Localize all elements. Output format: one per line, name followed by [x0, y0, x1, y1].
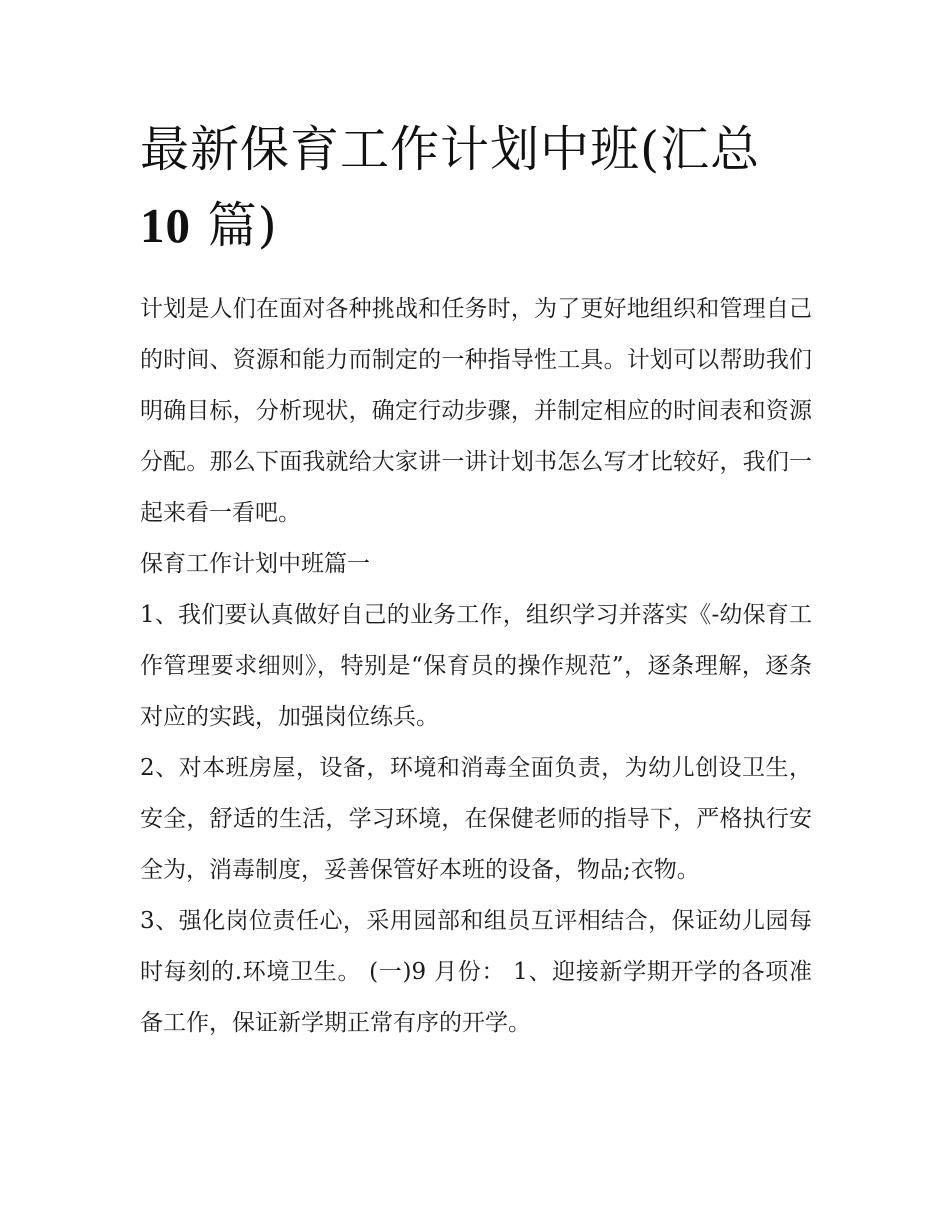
list-item: 3、强化岗位责任心，采用园部和组员互评相结合，保证幼儿园每时每刻的.环境卫生。 (一)9 月份： 1、迎接新学期开学的各项准备工作，保证新学期正常有序的开学。	[140, 908, 812, 1036]
list-item: 1、我们要认真做好自己的业务工作，组织学习并落实《-幼保育工作管理要求细则》，特别是“保育员的操作规范”，逐条理解，逐条对应的实践，加强岗位练兵。	[140, 602, 812, 730]
document-title	[140, 112, 812, 264]
section-heading: 保育工作计划中班篇一	[140, 551, 370, 577]
title-line-2: 篇)	[191, 197, 278, 254]
document-page	[140, 112, 812, 1049]
document-body	[140, 284, 812, 1049]
title-line-1: 最新保育工作计划中班(汇总	[140, 121, 761, 178]
intro-paragraph: 计划是人们在面对各种挑战和任务时，为了更好地组织和管理自己的时间、资源和能力而制定的一种指导性工具。计划可以帮助我们明确目标，分析现状，确定行动步骤，并制定相应的时间表和资源分配。那么下面我就给大家讲一讲计划书怎么写才比较好，我们一起来看一看吧。	[140, 296, 812, 526]
list-item: 2、对本班房屋，设备，环境和消毒全面负责，为幼儿创设卫生，安全，舒适的生活，学习环境，在保健老师的指导下，严格执行安全为，消毒制度，妥善保管好本班的设备，物品;衣物。	[140, 755, 812, 883]
title-number: 10	[140, 198, 191, 253]
